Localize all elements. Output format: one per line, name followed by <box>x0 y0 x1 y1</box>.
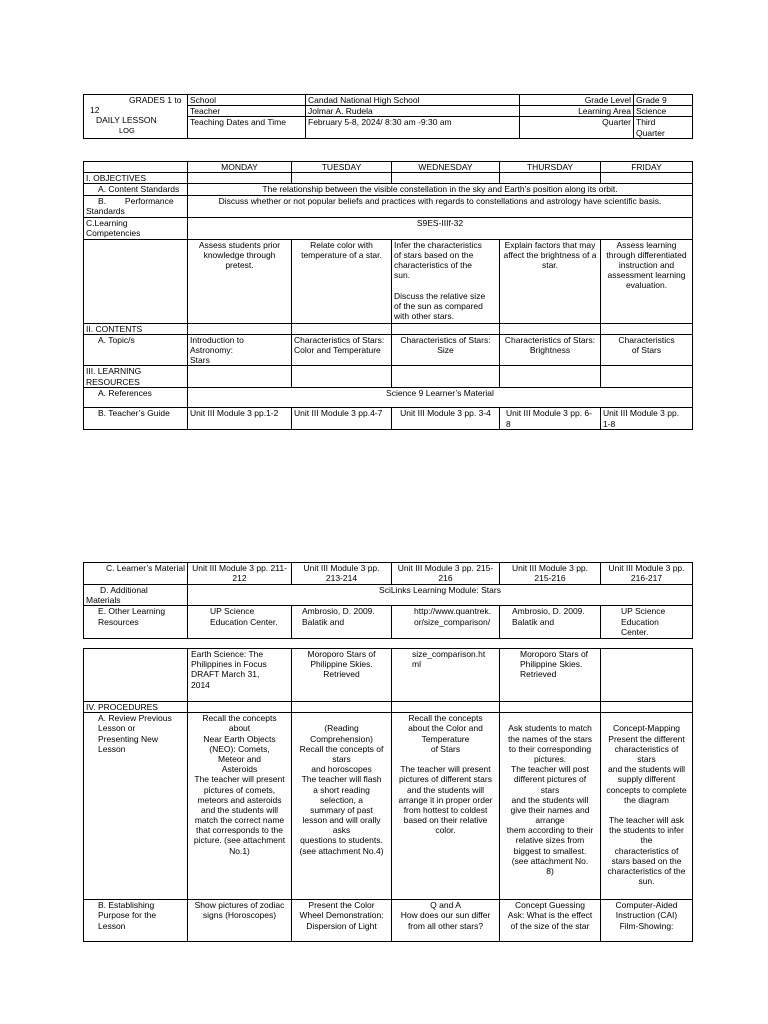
competencies-label: C.Learning Competencies <box>84 217 188 239</box>
grade-level-value: Grade 9 <box>634 95 693 106</box>
purpose-thursday: Concept Guessing Ask: What is the effect of the size of the star <box>500 900 601 942</box>
topics-label: A. Topic/s <box>84 334 188 366</box>
objectives-heading: I. OBJECTIVES <box>84 173 188 184</box>
objective-friday: Assess learning through differentiated instruction and assessment learning evaluation. <box>601 239 693 323</box>
other-resource-thursday-cont: Moroporo Stars of Philippine Skies. Retrieved <box>500 649 601 702</box>
resources-continued-table <box>83 562 693 639</box>
day-monday: MONDAY <box>188 162 292 173</box>
teacher-label: Teacher <box>188 106 306 117</box>
establishing-purpose-label: B. Establishing Purpose for the Lesson <box>84 900 188 942</box>
performance-standards-label <box>84 195 188 217</box>
other-resource-monday-text: UP Science Education Center. <box>210 606 278 627</box>
other-resource-monday-cont <box>188 649 292 702</box>
additional-materials-label <box>84 585 188 606</box>
day-tuesday: TUESDAY <box>292 162 392 173</box>
day-friday: FRIDAY <box>601 162 693 173</box>
content-standards-label: A. Content Standards <box>84 184 188 195</box>
resources-heading: III. LEARNING RESOURCES <box>84 366 188 388</box>
contents-heading: II. CONTENTS <box>84 323 188 334</box>
other-resource-wednesday-text: http://www.quantrek. or/size_comparison/ <box>414 606 492 627</box>
dll-title-line1: GRADES 1 to <box>129 95 182 105</box>
purpose-wednesday: Q and A How does our sun differ from all other stars? <box>392 900 500 942</box>
school-value: Candad National High School <box>306 95 520 106</box>
day-thursday: THURSDAY <box>500 162 601 173</box>
learners-material-tuesday: Unit III Module 3 pp. 213-214 <box>292 563 392 585</box>
topic-wednesday: Characteristics of Stars: Size <box>392 334 500 366</box>
review-tuesday: (Reading Comprehension) Recall the concepts of stars and horoscopes The teacher will flash a short reading selection, a summary of past lesson and will orally asks questions to students. (see attachment No.4) <box>292 713 392 900</box>
bullet-icon <box>394 606 414 626</box>
competency-code: S9ES-IIIf-32 <box>188 217 693 239</box>
performance-label-b: Standards <box>86 205 125 216</box>
learners-material-label: C. Learner’s Material <box>84 563 188 585</box>
purpose-friday: Computer-Aided Instruction (CAI) Film-Showing: <box>601 900 693 942</box>
teachers-guide-label: B. Teacher’s Guide <box>84 408 188 430</box>
performance-standards-text: Discuss whether or not popular beliefs and practices with regards to constellations and astrology have scientific basis. <box>188 195 693 217</box>
other-resource-wednesday-cont: size_comparison.ht ml <box>392 649 500 702</box>
dll-title-line4: LOG <box>119 125 135 135</box>
learners-material-monday: Unit III Module 3 pp. 211- 212 <box>188 563 292 585</box>
learners-material-wednesday: Unit III Module 3 pp. 215- 216 <box>392 563 500 585</box>
procedures-heading: IV. PROCEDURES <box>84 702 188 713</box>
objective-thursday: Explain factors that may affect the brightness of a star. <box>500 239 601 323</box>
bullet-icon <box>502 606 512 626</box>
objective-tuesday: Relate color with temperature of a star. <box>292 239 392 323</box>
procedures-table <box>83 648 693 942</box>
dll-main-table <box>83 161 693 430</box>
additional-label-b: Materials <box>86 595 121 606</box>
additional-label-a: D. Additional <box>100 585 148 595</box>
performance-label-a: B. Performance <box>98 195 174 206</box>
other-resource-monday <box>188 606 292 639</box>
other-resource-friday <box>601 606 693 639</box>
teaching-dates-value: February 5-8, 2024/ 8:30 am -9:30 am <box>306 117 520 138</box>
other-resource-thursday-text: Ambrosio, D. 2009. Balatik and <box>512 606 585 627</box>
teachers-guide-friday: Unit III Module 3 pp. 1-8 <box>601 408 693 430</box>
topic-thursday: Characteristics of Stars: Brightness <box>500 334 601 366</box>
learning-area-label: Learning Area <box>520 106 634 117</box>
purpose-monday: Show pictures of zodiac signs (Horoscopes) <box>188 900 292 942</box>
bullet-icon <box>294 606 302 626</box>
other-resource-tuesday <box>292 606 392 639</box>
bullet-icon <box>190 606 210 626</box>
teachers-guide-wednesday: Unit III Module 3 pp. 3-4 <box>392 408 500 430</box>
other-resource-tuesday-cont: Moroporo Stars of Philippine Skies. Retrieved <box>292 649 392 702</box>
other-resource-thursday <box>500 606 601 639</box>
learning-area-value: Science <box>634 106 693 117</box>
teaching-dates-label: Teaching Dates and Time <box>188 117 306 138</box>
objective-monday: Assess students prior knowledge through pretest. <box>188 239 292 323</box>
other-resource-monday-cont-text: Earth Science: The Philippines in Focus DRAFT March 31, 2014 <box>191 649 267 690</box>
review-thursday: Ask students to match the names of the stars to their corresponding pictures. The teacher will post different pictures of stars and the students will give their names and arrange them according to their relative sizes from biggest to smallest. (see attachment No. 8) <box>500 713 601 900</box>
content-standards-text: The relationship between the visible constellation in the sky and Earth’s position along its orbit. <box>188 184 693 195</box>
header-table <box>83 94 693 139</box>
other-resource-tuesday-text: Ambrosio, D. 2009. Balatik and <box>302 606 375 627</box>
other-resource-wednesday <box>392 606 500 639</box>
grade-level-label: Grade Level <box>520 95 634 106</box>
quarter-label: Quarter <box>520 117 634 138</box>
topic-friday: Characteristics of Stars <box>601 334 693 366</box>
review-wednesday: Recall the concepts about the Color and Temperature of Stars The teacher will present pictures of different stars and the students will arrange it in proper order from hottest to coldest based on their relative color. <box>392 713 500 900</box>
day-wednesday: WEDNESDAY <box>392 162 500 173</box>
learners-material-friday: Unit III Module 3 pp. 216-217 <box>601 563 693 585</box>
dll-title-line2: 12 <box>90 105 100 116</box>
teachers-guide-thursday: Unit III Module 3 pp. 6- 8 <box>500 408 601 430</box>
quarter-value: Third Quarter <box>634 117 693 138</box>
learners-material-thursday: Unit III Module 3 pp. 215-216 <box>500 563 601 585</box>
other-resources-label: E. Other Learning Resources <box>84 606 188 639</box>
topic-tuesday: Characteristics of Stars: Color and Temperature <box>292 334 392 366</box>
teachers-guide-monday: Unit III Module 3 pp.1-2 <box>188 408 292 430</box>
teachers-guide-tuesday: Unit III Module 3 pp.4-7 <box>292 408 392 430</box>
purpose-tuesday: Present the Color Wheel Demonstration: Dispersion of Light <box>292 900 392 942</box>
references-label: A. References <box>84 388 188 408</box>
teacher-value: Jolmar A. Rudela <box>306 106 520 117</box>
days-header-blank <box>84 162 188 173</box>
references-text: Science 9 Learner’s Material <box>188 388 693 408</box>
review-monday: Recall the concepts about Near Earth Objects (NEO): Comets, Meteor and Asteroids The teacher will present pictures of comets, meteors and asteroids and the students will match the correct name that corresponds to the picture. (see attachment No.1) <box>188 713 292 900</box>
additional-materials-text: SciLinks Learning Module: Stars <box>188 585 693 606</box>
topic-monday: Introduction to Astronomy: Stars <box>188 334 292 366</box>
school-label: School <box>188 95 306 106</box>
dll-title-cell <box>84 95 188 139</box>
review-lesson-label: A. Review Previous Lesson or Presenting New Lesson <box>84 713 188 900</box>
review-friday: Concept-Mapping Present the different characteristics of stars and the students will supply different concepts to complete the diagram The teacher will ask the students to infer the characteristics of stars based on the characteristics of the sun. <box>601 713 693 900</box>
objective-wednesday: Infer the characteristics of stars based on the characteristics of the sun. Discuss the relative size of the sun as compared with other stars. <box>392 239 500 323</box>
bullet-icon <box>603 606 621 637</box>
dll-title-line3: DAILY LESSON <box>96 115 157 126</box>
other-resource-friday-text: UP Science Education Center. <box>621 606 666 637</box>
